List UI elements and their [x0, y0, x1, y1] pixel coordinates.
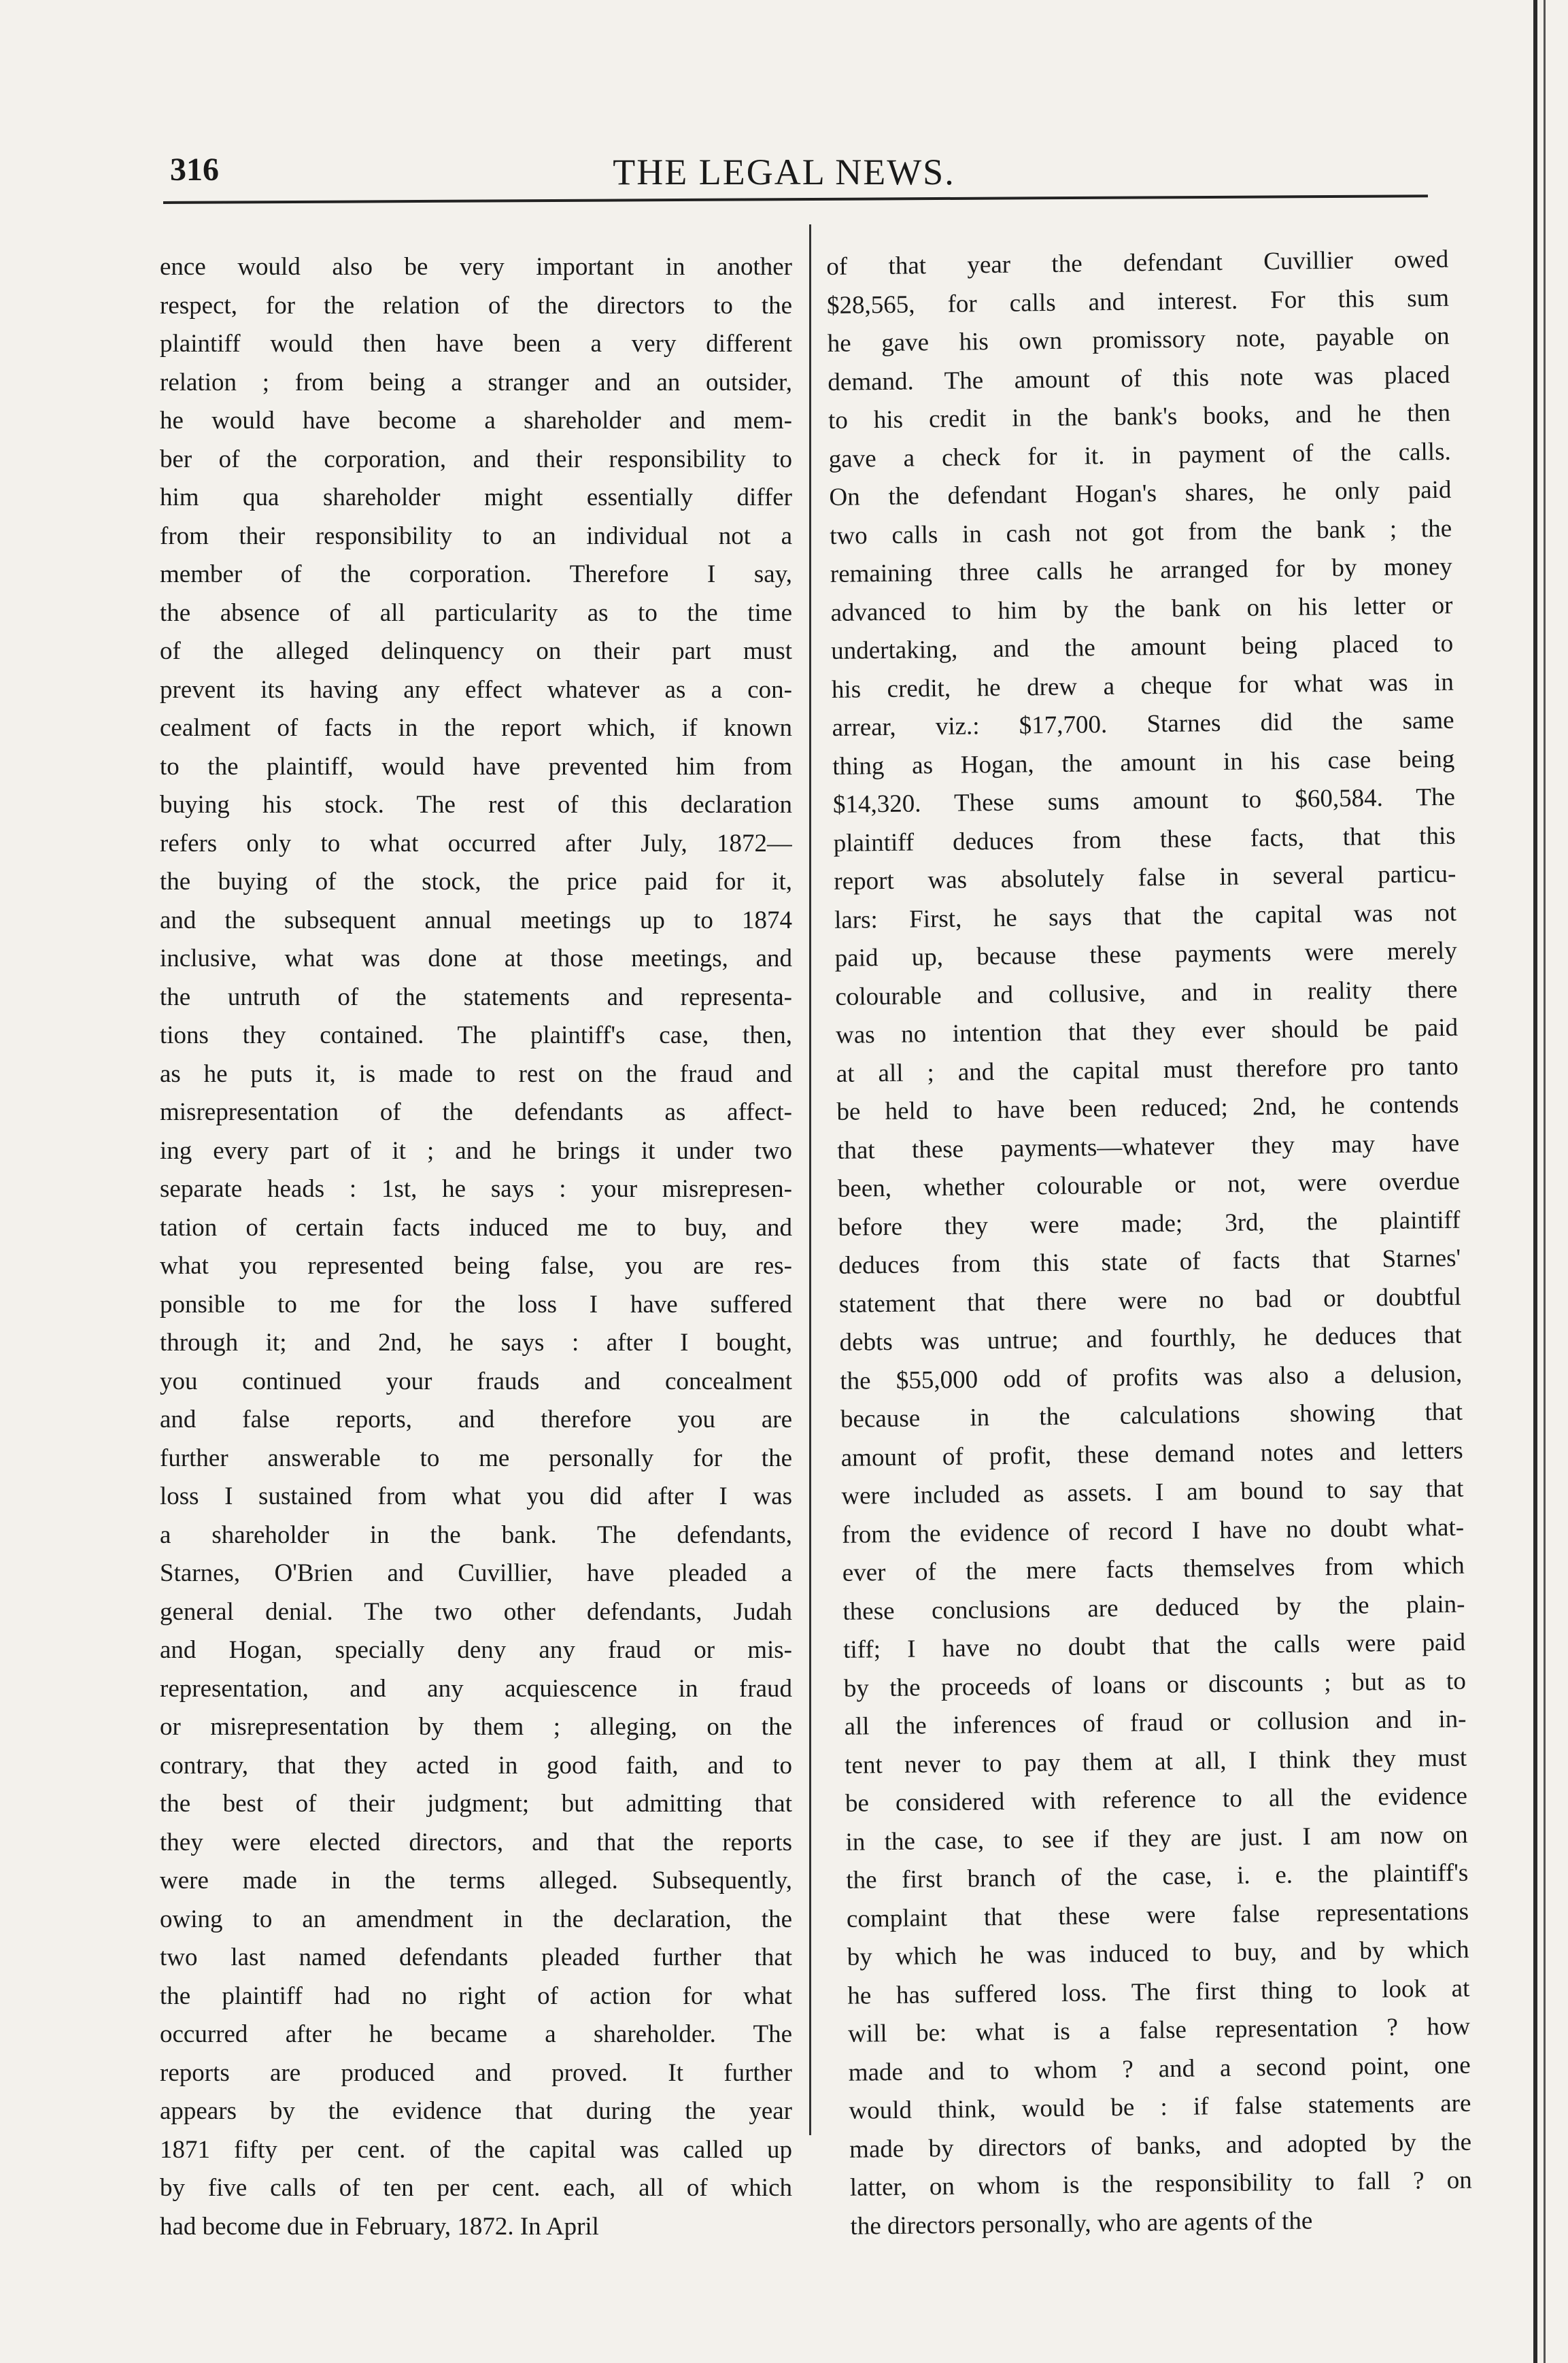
text-line: and false reports, and therefore you are: [160, 1406, 792, 1433]
text-line: the untruth of the statements and representa-: [160, 983, 792, 1011]
text-line: latter, on whom is the responsibility to fall ? on: [849, 2166, 1473, 2202]
text-line: to his credit in the bank's books, and he then: [828, 398, 1451, 435]
text-line: misrepresentation of the defendants as affect-: [160, 1098, 792, 1126]
text-line: to the plaintiff, would have prevented him from: [160, 752, 792, 781]
text-line: him qua shareholder might essentially differ: [160, 483, 792, 511]
right-column: [826, 241, 1473, 2246]
text-line: undertaking, and the amount being placed to: [830, 629, 1454, 665]
text-line: be held to have been reduced; 2nd, he contends: [836, 1090, 1459, 1126]
text-line: ing every part of it ; and he brings it under two: [160, 1136, 792, 1165]
text-line: arrear, viz.: $17,700. Starnes did the same: [832, 706, 1454, 742]
text-line: be considered with reference to all the evidence: [845, 1782, 1468, 1818]
text-line: was no intention that they ever should be paid: [835, 1013, 1459, 1049]
text-line: they were elected directors, and that the reports: [160, 1828, 792, 1856]
text-line: 1871 fifty per cent. of the capital was called up: [160, 2135, 792, 2164]
text-line: member of the corporation. Therefore I say,: [160, 560, 792, 588]
text-line: plaintiff deduces from these facts, that this: [833, 821, 1456, 857]
text-line: report was absolutely false in several particu-: [834, 860, 1456, 896]
text-line: debts was untrue; and fourthly, he deduces that: [839, 1321, 1462, 1357]
text-line: by the proceeds of loans or discounts ; but as to: [843, 1667, 1467, 1703]
text-line: or misrepresentation by them ; alleging, on the: [160, 1713, 792, 1741]
text-line: refers only to what occurred after July, 1872—: [160, 829, 792, 857]
text-line: you continued your frauds and concealment: [160, 1367, 792, 1395]
text-line: by five calls of ten per cent. each, all of which: [160, 2174, 792, 2202]
text-line: respect, for the relation of the directors to the: [160, 291, 792, 320]
page-number: 316: [170, 152, 219, 188]
text-line: of that year the defendant Cuvillier owed: [826, 245, 1449, 281]
text-line: statement that there were no bad or doubtful: [838, 1282, 1462, 1319]
text-line: gave a check for it. in payment of the calls.: [828, 437, 1451, 473]
text-line: deduces from this state of facts that Starnes': [838, 1244, 1461, 1280]
text-line: the buying of the stock, the price paid for it,: [160, 868, 792, 896]
text-line: been, whether colourable or not, were overdue: [837, 1167, 1461, 1203]
text-line: he would have become a shareholder and mem-: [160, 407, 792, 435]
text-line: he gave his own promissory note, payable on: [827, 322, 1450, 358]
text-line: as he puts it, is made to rest on the fraud and: [160, 1059, 792, 1088]
column-divider: [809, 224, 811, 2135]
text-line: were included as assets. I am bound to say that: [841, 1474, 1464, 1510]
text-line: that these payments—whatever they may have: [836, 1129, 1460, 1165]
text-line: he has suffered loss. The first thing to look at: [847, 1974, 1470, 2010]
text-line: ever of the mere facts themselves from which: [842, 1551, 1465, 1587]
text-line: lars: First, he says that the capital was not: [834, 898, 1457, 934]
text-line: $28,565, for calls and interest. For this sum: [826, 284, 1450, 320]
text-line: a shareholder in the bank. The defendants,: [160, 1520, 792, 1549]
text-line: inclusive, what was done at those meetings, and: [160, 945, 792, 972]
text-line: the best of their judgment; but admitting that: [160, 1790, 792, 1818]
text-line: made by directors of banks, and adopted by the: [849, 2128, 1472, 2164]
text-line: these conclusions are deduced by the plain-: [842, 1590, 1465, 1626]
page-edge-inner: [1544, 0, 1546, 2363]
text-line: from the evidence of record I have no doubt what-: [841, 1513, 1465, 1549]
text-line: colourable and collusive, and in reality there: [835, 975, 1458, 1011]
text-line: all the inferences of fraud or collusion and in-: [844, 1705, 1467, 1741]
text-line: the plaintiff had no right of action for what: [160, 1982, 792, 2010]
text-line: had become due in February, 1872. In April: [160, 2212, 599, 2241]
header-rule: [163, 194, 1428, 204]
text-line: the directors personally, who are agents of the: [850, 2206, 1313, 2241]
text-line: occurred after he became a shareholder. The: [160, 2020, 792, 2048]
text-line: were made in the terms alleged. Subsequently,: [160, 1867, 792, 1894]
text-line: appears by the evidence that during the year: [160, 2097, 792, 2125]
text-line: the absence of all particularity as to the time: [160, 598, 792, 627]
text-line: by which he was induced to buy, and by which: [847, 1935, 1469, 1971]
text-line: ponsible to me for the loss I have suffered: [160, 1290, 792, 1319]
text-line: representation, and any acquiescence in fraud: [160, 1674, 792, 1703]
text-line: the $55,000 odd of profits was also a delusion,: [840, 1359, 1463, 1395]
text-line: and the subsequent annual meetings up to 1874: [160, 906, 792, 934]
text-line: separate heads : 1st, he says : your misrepresen-: [160, 1175, 792, 1203]
text-line: before they were made; 3rd, the plaintiff: [838, 1206, 1461, 1242]
text-line: reports are produced and proved. It further: [160, 2058, 792, 2087]
text-line: relation ; from being a stranger and an outsider,: [160, 368, 792, 396]
text-line: tent never to pay them at all, I think they must: [845, 1744, 1467, 1780]
running-head-title: THE LEGAL NEWS.: [613, 152, 955, 192]
text-line: On the defendant Hogan's shares, he only paid: [829, 475, 1452, 511]
text-line: contrary, that they acted in good faith, and to: [160, 1751, 792, 1780]
text-line: made and to whom ? and a second point, one: [848, 2051, 1471, 2087]
text-line: because in the calculations showing that: [840, 1397, 1463, 1433]
text-line: in the case, to see if they are just. I am now on: [845, 1820, 1468, 1856]
text-line: what you represented being false, you are res-: [160, 1252, 792, 1280]
page-edge: [1533, 0, 1537, 2363]
text-line: through it; and 2nd, he says : after I bought,: [160, 1329, 792, 1357]
text-line: amount of profit, these demand notes and letters: [840, 1436, 1463, 1472]
text-line: buying his stock. The rest of this declaration: [160, 791, 792, 819]
text-line: and Hogan, specially deny any fraud or mis-: [160, 1636, 792, 1664]
text-line: $14,320. These sums amount to $60,584. The: [832, 783, 1456, 819]
text-line: paid up, because these payments were merely: [834, 936, 1457, 972]
text-line: ber of the corporation, and their responsibility to: [160, 445, 792, 473]
text-line: his credit, he drew a cheque for what was in: [831, 668, 1454, 704]
text-line: Starnes, O'Brien and Cuvillier, have pleaded a: [160, 1559, 792, 1587]
text-line: remaining three calls he arranged for by money: [830, 552, 1453, 588]
text-line: prevent its having any effect whatever as a con-: [160, 675, 792, 704]
text-line: would think, would be : if false statements are: [849, 2089, 1471, 2125]
text-line: thing as Hogan, the amount in his case being: [832, 745, 1455, 781]
text-line: from their responsibility to an individual not a: [160, 522, 792, 550]
text-line: complaint that these were false representations: [846, 1897, 1469, 1933]
text-line: owing to an amendment in the declaration, the: [160, 1905, 792, 1933]
text-line: two last named defendants pleaded further that: [160, 1943, 792, 1971]
text-line: loss I sustained from what you did after I was: [160, 1482, 792, 1510]
text-line: plaintiff would then have been a very different: [160, 330, 792, 358]
text-line: cealment of facts in the report which, if known: [160, 714, 792, 742]
text-line: the first branch of the case, i. e. the plaintiff's: [846, 1858, 1469, 1894]
text-line: two calls in cash not got from the bank ; the: [829, 514, 1452, 550]
left-column: [160, 248, 792, 2246]
text-line: general denial. The two other defendants, Judah: [160, 1597, 792, 1626]
text-line: of the alleged delinquency on their part must: [160, 637, 792, 665]
text-line: demand. The amount of this note was placed: [828, 360, 1450, 396]
text-line: advanced to him by the bank on his letter or: [830, 591, 1453, 627]
text-line: at all ; and the capital must therefore pro tanto: [836, 1052, 1459, 1088]
text-line: tiff; I have no doubt that the calls were paid: [842, 1628, 1466, 1664]
text-line: ence would also be very important in another: [160, 253, 792, 281]
text-line: tation of certain facts induced me to buy, and: [160, 1213, 792, 1242]
text-line: will be: what is a false representation ? how: [847, 2012, 1471, 2048]
text-line: further answerable to me personally for the: [160, 1444, 792, 1472]
text-line: tions they contained. The plaintiff's case, then,: [160, 1021, 792, 1049]
